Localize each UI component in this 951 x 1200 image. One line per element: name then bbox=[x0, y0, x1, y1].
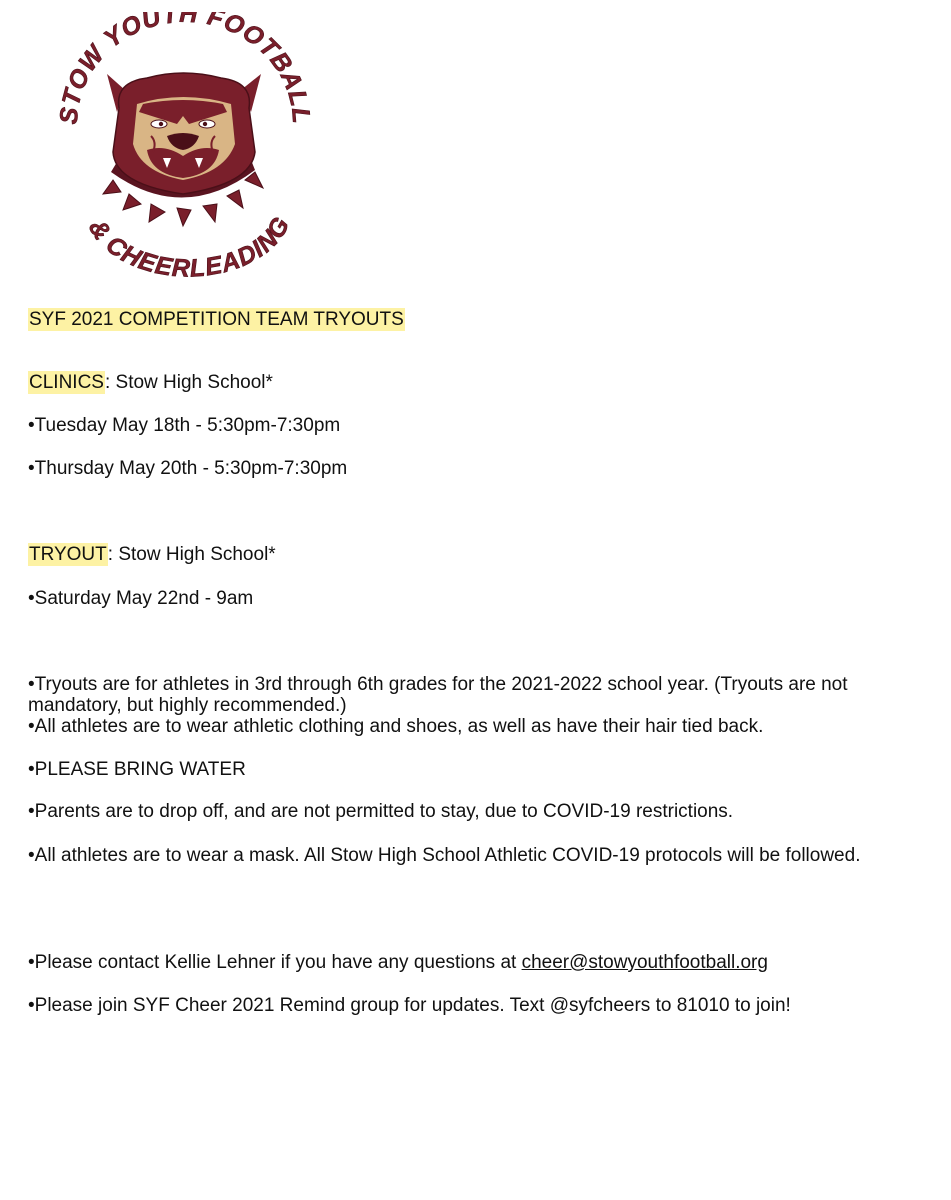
note-clothing: •All athletes are to wear athletic clothing and shoes, as well as have their hair tied back. bbox=[28, 716, 764, 737]
logo-graphic bbox=[55, 12, 315, 287]
note-mask: •All athletes are to wear a mask. All Stow High School Athletic COVID-19 protocols will be followed. bbox=[28, 845, 861, 866]
tryout-heading bbox=[28, 544, 276, 566]
bulldog-icon bbox=[103, 73, 263, 226]
note-parents: •Parents are to drop off, and are not permitted to stay, due to COVID-19 restrictions. bbox=[28, 801, 734, 822]
logo-bottom-text: & CHEERLEADING bbox=[82, 211, 296, 283]
page-title bbox=[28, 309, 405, 331]
note-eligibility: •Tryouts are for athletes in 3rd through 6th grades for the 2021-2022 school year. (Tryouts are not mandatory, but highly recommended.) bbox=[28, 674, 848, 716]
contact-line bbox=[28, 952, 768, 974]
contact-prefix: •Please contact Kellie Lehner if you have any questions at bbox=[28, 952, 522, 973]
logo-top-text: STOW YOUTH FOOTBALL bbox=[55, 12, 315, 126]
tryout-location: : Stow High School* bbox=[107, 544, 276, 565]
title-highlight: SYF 2021 COMPETITION TEAM TRYOUTS bbox=[29, 309, 404, 330]
clinics-label: CLINICS bbox=[29, 372, 104, 393]
clinics-location: : Stow High School* bbox=[104, 372, 273, 393]
note-water: •PLEASE BRING WATER bbox=[28, 759, 246, 780]
clinic-date-1: •Tuesday May 18th - 5:30pm-7:30pm bbox=[28, 415, 341, 436]
contact-email-link[interactable]: cheer@stowyouthfootball.org bbox=[521, 952, 768, 973]
remind-line: •Please join SYF Cheer 2021 Remind group for updates. Text @syfcheers to 81010 to join! bbox=[28, 995, 791, 1016]
clinic-date-2: •Thursday May 20th - 5:30pm-7:30pm bbox=[28, 458, 348, 479]
logo bbox=[55, 12, 315, 287]
tryout-label: TRYOUT bbox=[29, 544, 107, 565]
tryout-date: •Saturday May 22nd - 9am bbox=[28, 588, 254, 609]
clinics-heading bbox=[28, 372, 273, 394]
